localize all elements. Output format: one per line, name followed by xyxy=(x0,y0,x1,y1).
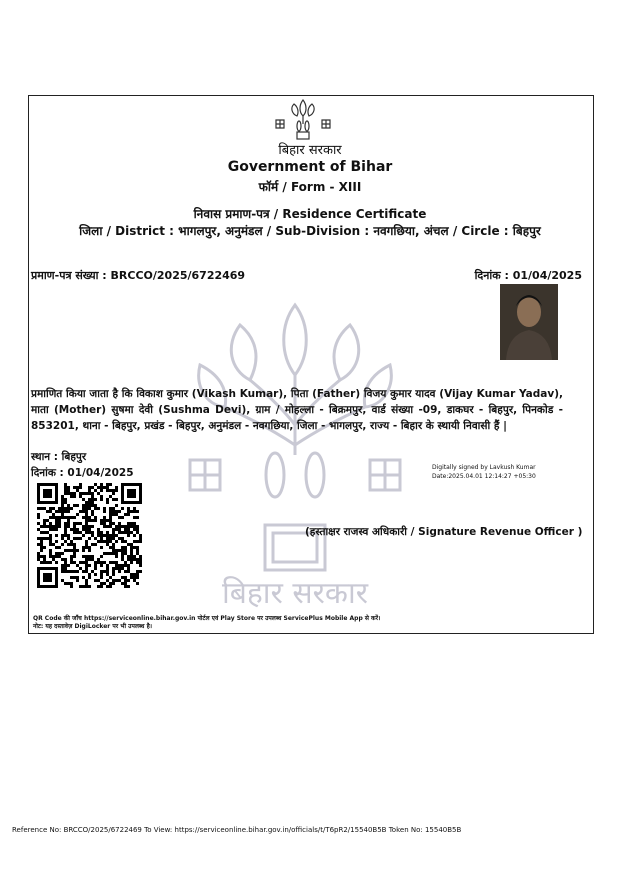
location-line: जिला / District : भागलपुर, अनुमंडल / Sub-Division : नवगछिया, अंचल / Circle : बिहपुर xyxy=(79,224,541,238)
signature-officer-label: (हस्ताक्षर राजस्व अधिकारी / Signature Revenue Officer ) xyxy=(305,526,583,538)
govt-english-title: Government of Bihar xyxy=(227,159,393,175)
certificate-title: निवास प्रमाण-पत्र / Residence Certificate xyxy=(193,207,427,221)
bihar-emblem-logo xyxy=(272,98,334,140)
digital-signature-name: Digitally signed by Lavkush Kumar xyxy=(432,464,536,471)
qr-verification-note: QR Code की जाँच https://serviceonline.bihar.gov.in पोर्टल एवं Play Store पर उपलब्ध ServicePlus Mobile App से करें। xyxy=(33,615,381,622)
watermark-text: बिहार सरकार xyxy=(221,576,369,611)
bihar-emblem-watermark xyxy=(170,285,420,615)
qr-code[interactable] xyxy=(36,482,142,590)
certificate-body: प्रमाणित किया जाता है कि विकाश कुमार (Vikash Kumar), पिता (Father) विजय कुमार यादव (Vijay Kumar Yadav), माता (Mother) सुषमा देवी (Sushma Devi), ग्राम / मोहल्ला - बिक्रमपुर, वार्ड संख्या -09, डाकघर - बिहपुर, पिनकोड - 853201, थाना - बिहपुर, प्रखंड - बिहपुर, अनुमंडल - नवगछिया, जिला - भागलपुर, राज्य - बिहार के स्थायी निवासी हैं | xyxy=(31,388,563,432)
digital-signature-date: Date:2025.04.01 12:14:27 +05:30 xyxy=(432,473,536,480)
reference-footer: Reference No: BRCCO/2025/6722469 To View: https://serviceonline.bihar.gov.in/officials/t/T6pR2/15540B5B Token No: 15540B5B xyxy=(12,826,462,834)
issue-date-bottom: दिनांक : 01/04/2025 xyxy=(31,467,134,479)
issue-date-top: दिनांक : 01/04/2025 xyxy=(474,269,582,282)
form-number: फॉर्म / Form - XIII xyxy=(258,180,362,194)
applicant-photo xyxy=(500,284,558,360)
place-field: स्थान : बिहपुर xyxy=(31,451,87,463)
govt-hindi-title: बिहार सरकार xyxy=(278,143,342,158)
digital-signature xyxy=(432,463,536,481)
digilocker-note: नोट: यह दस्तावेज़ DigiLocker पर भी उपलब्ध है। xyxy=(33,623,153,630)
certificate-number: प्रमाण-पत्र संख्या : BRCCO/2025/6722469 xyxy=(31,269,246,282)
